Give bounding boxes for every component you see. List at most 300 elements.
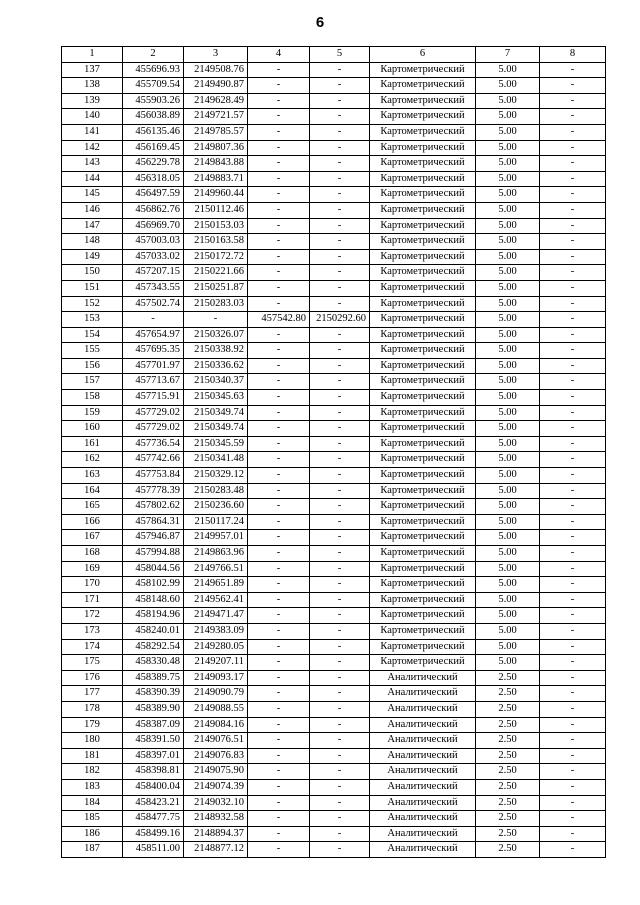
new-coord-y-cell: -: [310, 670, 370, 686]
accuracy-cell: 5.00: [476, 452, 540, 468]
accuracy-cell: 5.00: [476, 202, 540, 218]
note-cell: -: [540, 93, 606, 109]
accuracy-cell: 5.00: [476, 561, 540, 577]
coord-y-cell: 2149090.79: [184, 686, 248, 702]
method-cell: Картометрический: [370, 561, 476, 577]
method-cell: Картометрический: [370, 327, 476, 343]
note-cell: -: [540, 623, 606, 639]
new-coord-y-cell: -: [310, 452, 370, 468]
accuracy-cell: 5.00: [476, 171, 540, 187]
new-coord-x-cell: -: [248, 109, 310, 125]
method-cell: Картометрический: [370, 390, 476, 406]
table-row: [62, 608, 606, 624]
accuracy-cell: 5.00: [476, 312, 540, 328]
coord-x-cell: 458148.60: [123, 592, 184, 608]
coord-x-cell: 457864.31: [123, 514, 184, 530]
method-cell: Картометрический: [370, 374, 476, 390]
coord-x-cell: 458330.48: [123, 655, 184, 671]
new-coord-x-cell: -: [248, 561, 310, 577]
method-cell: Картометрический: [370, 608, 476, 624]
point-number-cell: 183: [62, 779, 123, 795]
table-row: [62, 93, 606, 109]
new-coord-y-cell: -: [310, 764, 370, 780]
new-coord-y-cell: -: [310, 171, 370, 187]
accuracy-cell: 5.00: [476, 187, 540, 203]
coord-y-cell: 2149076.83: [184, 748, 248, 764]
table-row: [62, 358, 606, 374]
method-cell: Картометрический: [370, 499, 476, 515]
table-row: [62, 779, 606, 795]
new-coord-x-cell: -: [248, 358, 310, 374]
coord-y-cell: 2149075.90: [184, 764, 248, 780]
point-number-cell: 176: [62, 670, 123, 686]
point-number-cell: 173: [62, 623, 123, 639]
accuracy-cell: 5.00: [476, 499, 540, 515]
method-cell: Картометрический: [370, 592, 476, 608]
accuracy-cell: 5.00: [476, 608, 540, 624]
coord-x-cell: 457695.35: [123, 343, 184, 359]
point-number-cell: 163: [62, 468, 123, 484]
new-coord-x-cell: -: [248, 202, 310, 218]
accuracy-cell: 5.00: [476, 140, 540, 156]
note-cell: -: [540, 779, 606, 795]
table-row: [62, 436, 606, 452]
table-header-row: [62, 47, 606, 63]
table-row: [62, 670, 606, 686]
new-coord-y-cell: -: [310, 296, 370, 312]
accuracy-cell: 5.00: [476, 249, 540, 265]
point-number-cell: 172: [62, 608, 123, 624]
new-coord-x-cell: -: [248, 623, 310, 639]
new-coord-y-cell: -: [310, 374, 370, 390]
method-cell: Картометрический: [370, 577, 476, 593]
method-cell: Аналитический: [370, 717, 476, 733]
accuracy-cell: 5.00: [476, 296, 540, 312]
method-cell: Картометрический: [370, 623, 476, 639]
table-row: [62, 140, 606, 156]
point-number-cell: 167: [62, 530, 123, 546]
note-cell: -: [540, 639, 606, 655]
point-number-cell: 142: [62, 140, 123, 156]
new-coord-x-cell: -: [248, 686, 310, 702]
note-cell: -: [540, 312, 606, 328]
table-row: [62, 374, 606, 390]
note-cell: -: [540, 514, 606, 530]
coord-y-cell: 2148932.58: [184, 811, 248, 827]
table-row: [62, 514, 606, 530]
new-coord-x-cell: -: [248, 592, 310, 608]
coord-x-cell: 456862.76: [123, 202, 184, 218]
coord-x-cell: 456229.78: [123, 156, 184, 172]
coord-y-cell: 2149074.39: [184, 779, 248, 795]
new-coord-y-cell: -: [310, 280, 370, 296]
new-coord-y-cell: -: [310, 623, 370, 639]
accuracy-cell: 5.00: [476, 218, 540, 234]
point-number-cell: 177: [62, 686, 123, 702]
table-row: [62, 218, 606, 234]
coord-y-cell: 2150329.12: [184, 468, 248, 484]
accuracy-cell: 5.00: [476, 390, 540, 406]
table-row: [62, 811, 606, 827]
coord-y-cell: 2149721.57: [184, 109, 248, 125]
note-cell: -: [540, 187, 606, 203]
accuracy-cell: 5.00: [476, 358, 540, 374]
coord-x-cell: 458102.99: [123, 577, 184, 593]
accuracy-cell: 5.00: [476, 327, 540, 343]
accuracy-cell: 2.50: [476, 670, 540, 686]
point-number-cell: 138: [62, 78, 123, 94]
column-header: 1: [62, 47, 123, 63]
point-number-cell: 157: [62, 374, 123, 390]
method-cell: Аналитический: [370, 748, 476, 764]
point-number-cell: 151: [62, 280, 123, 296]
point-number-cell: 152: [62, 296, 123, 312]
note-cell: -: [540, 171, 606, 187]
table-row: [62, 701, 606, 717]
new-coord-y-cell: -: [310, 421, 370, 437]
coord-x-cell: 458390.39: [123, 686, 184, 702]
method-cell: Картометрический: [370, 171, 476, 187]
new-coord-y-cell: -: [310, 811, 370, 827]
table-row: [62, 343, 606, 359]
note-cell: -: [540, 390, 606, 406]
coord-y-cell: 2150112.46: [184, 202, 248, 218]
note-cell: -: [540, 670, 606, 686]
note-cell: -: [540, 717, 606, 733]
note-cell: -: [540, 483, 606, 499]
point-number-cell: 171: [62, 592, 123, 608]
note-cell: -: [540, 764, 606, 780]
coord-y-cell: 2149084.16: [184, 717, 248, 733]
coord-x-cell: 458499.16: [123, 826, 184, 842]
accuracy-cell: 5.00: [476, 374, 540, 390]
coord-x-cell: 456497.59: [123, 187, 184, 203]
new-coord-x-cell: -: [248, 343, 310, 359]
coord-x-cell: 457713.67: [123, 374, 184, 390]
method-cell: Аналитический: [370, 779, 476, 795]
new-coord-x-cell: -: [248, 187, 310, 203]
coord-x-cell: 457736.54: [123, 436, 184, 452]
point-number-cell: 169: [62, 561, 123, 577]
table-row: [62, 234, 606, 250]
accuracy-cell: 5.00: [476, 93, 540, 109]
method-cell: Картометрический: [370, 202, 476, 218]
point-number-cell: 161: [62, 436, 123, 452]
coord-y-cell: 2149076.51: [184, 733, 248, 749]
table-row: [62, 124, 606, 140]
new-coord-y-cell: -: [310, 140, 370, 156]
table-row: [62, 655, 606, 671]
table-row: [62, 327, 606, 343]
coord-y-cell: 2150349.74: [184, 421, 248, 437]
new-coord-y-cell: -: [310, 390, 370, 406]
new-coord-x-cell: -: [248, 701, 310, 717]
new-coord-y-cell: -: [310, 358, 370, 374]
method-cell: Картометрический: [370, 639, 476, 655]
coord-x-cell: 456318.05: [123, 171, 184, 187]
new-coord-x-cell: -: [248, 405, 310, 421]
table-row: [62, 483, 606, 499]
coord-y-cell: 2150283.03: [184, 296, 248, 312]
point-number-cell: 147: [62, 218, 123, 234]
accuracy-cell: 5.00: [476, 546, 540, 562]
coord-x-cell: 457742.66: [123, 452, 184, 468]
new-coord-y-cell: -: [310, 639, 370, 655]
new-coord-x-cell: -: [248, 218, 310, 234]
coord-y-cell: 2148877.12: [184, 842, 248, 858]
table-row: [62, 405, 606, 421]
new-coord-x-cell: -: [248, 608, 310, 624]
method-cell: Картометрический: [370, 93, 476, 109]
coord-y-cell: 2150340.37: [184, 374, 248, 390]
point-number-cell: 164: [62, 483, 123, 499]
coord-x-cell: 456135.46: [123, 124, 184, 140]
coord-y-cell: 2149628.49: [184, 93, 248, 109]
accuracy-cell: 2.50: [476, 748, 540, 764]
coord-y-cell: 2149863.96: [184, 546, 248, 562]
method-cell: Картометрический: [370, 546, 476, 562]
accuracy-cell: 2.50: [476, 826, 540, 842]
new-coord-x-cell: -: [248, 280, 310, 296]
note-cell: -: [540, 733, 606, 749]
table-row: [62, 795, 606, 811]
coord-x-cell: 456038.89: [123, 109, 184, 125]
method-cell: Аналитический: [370, 733, 476, 749]
note-cell: -: [540, 249, 606, 265]
coord-x-cell: 458400.04: [123, 779, 184, 795]
column-header: 6: [370, 47, 476, 63]
method-cell: Картометрический: [370, 62, 476, 78]
accuracy-cell: 2.50: [476, 717, 540, 733]
point-number-cell: 155: [62, 343, 123, 359]
note-cell: -: [540, 327, 606, 343]
accuracy-cell: 5.00: [476, 436, 540, 452]
note-cell: -: [540, 343, 606, 359]
method-cell: Картометрический: [370, 156, 476, 172]
new-coord-y-cell: -: [310, 78, 370, 94]
accuracy-cell: 5.00: [476, 483, 540, 499]
new-coord-y-cell: -: [310, 109, 370, 125]
new-coord-x-cell: -: [248, 577, 310, 593]
note-cell: -: [540, 546, 606, 562]
new-coord-y-cell: -: [310, 717, 370, 733]
table-row: [62, 748, 606, 764]
table-body: [62, 62, 606, 857]
note-cell: -: [540, 358, 606, 374]
note-cell: -: [540, 62, 606, 78]
accuracy-cell: 2.50: [476, 764, 540, 780]
new-coord-x-cell: -: [248, 795, 310, 811]
new-coord-y-cell: -: [310, 795, 370, 811]
method-cell: Картометрический: [370, 421, 476, 437]
method-cell: Картометрический: [370, 312, 476, 328]
new-coord-y-cell: -: [310, 733, 370, 749]
coordinates-table: [61, 46, 606, 858]
new-coord-x-cell: -: [248, 499, 310, 515]
column-header: 4: [248, 47, 310, 63]
new-coord-x-cell: -: [248, 826, 310, 842]
new-coord-y-cell: -: [310, 218, 370, 234]
method-cell: Картометрический: [370, 109, 476, 125]
note-cell: -: [540, 468, 606, 484]
table-row: [62, 592, 606, 608]
new-coord-y-cell: -: [310, 62, 370, 78]
accuracy-cell: 5.00: [476, 514, 540, 530]
point-number-cell: 141: [62, 124, 123, 140]
accuracy-cell: 5.00: [476, 280, 540, 296]
accuracy-cell: 5.00: [476, 78, 540, 94]
note-cell: -: [540, 296, 606, 312]
accuracy-cell: 5.00: [476, 109, 540, 125]
coord-x-cell: 456169.45: [123, 140, 184, 156]
coord-y-cell: 2150172.72: [184, 249, 248, 265]
new-coord-y-cell: -: [310, 124, 370, 140]
note-cell: -: [540, 795, 606, 811]
column-header: 3: [184, 47, 248, 63]
coord-x-cell: 455696.93: [123, 62, 184, 78]
new-coord-x-cell: -: [248, 249, 310, 265]
coord-x-cell: 457701.97: [123, 358, 184, 374]
column-header: 5: [310, 47, 370, 63]
note-cell: -: [540, 140, 606, 156]
accuracy-cell: 2.50: [476, 701, 540, 717]
coord-x-cell: 458477.75: [123, 811, 184, 827]
point-number-cell: 180: [62, 733, 123, 749]
new-coord-y-cell: 2150292.60: [310, 312, 370, 328]
point-number-cell: 139: [62, 93, 123, 109]
table-row: [62, 733, 606, 749]
table-row: [62, 764, 606, 780]
new-coord-x-cell: -: [248, 639, 310, 655]
point-number-cell: 160: [62, 421, 123, 437]
note-cell: -: [540, 592, 606, 608]
coord-y-cell: 2150283.48: [184, 483, 248, 499]
accuracy-cell: 5.00: [476, 655, 540, 671]
table-row: [62, 639, 606, 655]
new-coord-x-cell: -: [248, 842, 310, 858]
accuracy-cell: 5.00: [476, 623, 540, 639]
new-coord-y-cell: -: [310, 701, 370, 717]
coord-y-cell: 2150341.48: [184, 452, 248, 468]
new-coord-x-cell: -: [248, 327, 310, 343]
note-cell: -: [540, 826, 606, 842]
coord-x-cell: 457946.87: [123, 530, 184, 546]
method-cell: Картометрический: [370, 655, 476, 671]
table-row: [62, 249, 606, 265]
new-coord-y-cell: -: [310, 327, 370, 343]
new-coord-x-cell: -: [248, 234, 310, 250]
new-coord-x-cell: -: [248, 530, 310, 546]
point-number-cell: 150: [62, 265, 123, 281]
new-coord-y-cell: -: [310, 514, 370, 530]
accuracy-cell: 5.00: [476, 156, 540, 172]
accuracy-cell: 2.50: [476, 686, 540, 702]
coord-x-cell: 457729.02: [123, 421, 184, 437]
method-cell: Картометрический: [370, 436, 476, 452]
point-number-cell: 153: [62, 312, 123, 328]
column-header: 8: [540, 47, 606, 63]
point-number-cell: 140: [62, 109, 123, 125]
method-cell: Картометрический: [370, 468, 476, 484]
table-row: [62, 561, 606, 577]
point-number-cell: 148: [62, 234, 123, 250]
new-coord-x-cell: -: [248, 764, 310, 780]
new-coord-y-cell: -: [310, 202, 370, 218]
method-cell: Картометрический: [370, 296, 476, 312]
method-cell: Картометрический: [370, 358, 476, 374]
coord-x-cell: 458398.81: [123, 764, 184, 780]
new-coord-x-cell: -: [248, 156, 310, 172]
note-cell: -: [540, 374, 606, 390]
new-coord-x-cell: -: [248, 296, 310, 312]
accuracy-cell: 5.00: [476, 421, 540, 437]
note-cell: -: [540, 748, 606, 764]
new-coord-x-cell: -: [248, 655, 310, 671]
table-row: [62, 686, 606, 702]
note-cell: -: [540, 124, 606, 140]
method-cell: Аналитический: [370, 686, 476, 702]
new-coord-x-cell: -: [248, 483, 310, 499]
point-number-cell: 156: [62, 358, 123, 374]
table-row: [62, 171, 606, 187]
coord-y-cell: -: [184, 312, 248, 328]
method-cell: Картометрический: [370, 218, 476, 234]
note-cell: -: [540, 561, 606, 577]
new-coord-x-cell: -: [248, 670, 310, 686]
coord-x-cell: 457994.88: [123, 546, 184, 562]
coord-y-cell: 2149960.44: [184, 187, 248, 203]
new-coord-x-cell: -: [248, 265, 310, 281]
new-coord-y-cell: -: [310, 561, 370, 577]
point-number-cell: 146: [62, 202, 123, 218]
accuracy-cell: 5.00: [476, 639, 540, 655]
coord-y-cell: 2149562.41: [184, 592, 248, 608]
accuracy-cell: 5.00: [476, 468, 540, 484]
coord-y-cell: 2150117.24: [184, 514, 248, 530]
coord-y-cell: 2150345.63: [184, 390, 248, 406]
coord-x-cell: 458511.00: [123, 842, 184, 858]
point-number-cell: 165: [62, 499, 123, 515]
coord-x-cell: 457003.03: [123, 234, 184, 250]
coord-y-cell: 2150326.07: [184, 327, 248, 343]
note-cell: -: [540, 436, 606, 452]
coord-x-cell: 457343.55: [123, 280, 184, 296]
coord-x-cell: 457502.74: [123, 296, 184, 312]
point-number-cell: 181: [62, 748, 123, 764]
coord-y-cell: 2149093.17: [184, 670, 248, 686]
coord-x-cell: 456969.70: [123, 218, 184, 234]
accuracy-cell: 2.50: [476, 779, 540, 795]
coord-x-cell: 458194.96: [123, 608, 184, 624]
table-row: [62, 280, 606, 296]
new-coord-y-cell: -: [310, 265, 370, 281]
new-coord-x-cell: -: [248, 468, 310, 484]
point-number-cell: 185: [62, 811, 123, 827]
table-row: [62, 187, 606, 203]
new-coord-y-cell: -: [310, 93, 370, 109]
coord-y-cell: 2150349.74: [184, 405, 248, 421]
table-row: [62, 312, 606, 328]
coord-x-cell: 458044.56: [123, 561, 184, 577]
coord-y-cell: 2148894.37: [184, 826, 248, 842]
point-number-cell: 144: [62, 171, 123, 187]
new-coord-y-cell: -: [310, 842, 370, 858]
note-cell: -: [540, 421, 606, 437]
note-cell: -: [540, 655, 606, 671]
coord-y-cell: 2149280.05: [184, 639, 248, 655]
coord-x-cell: 458423.21: [123, 795, 184, 811]
accuracy-cell: 5.00: [476, 62, 540, 78]
